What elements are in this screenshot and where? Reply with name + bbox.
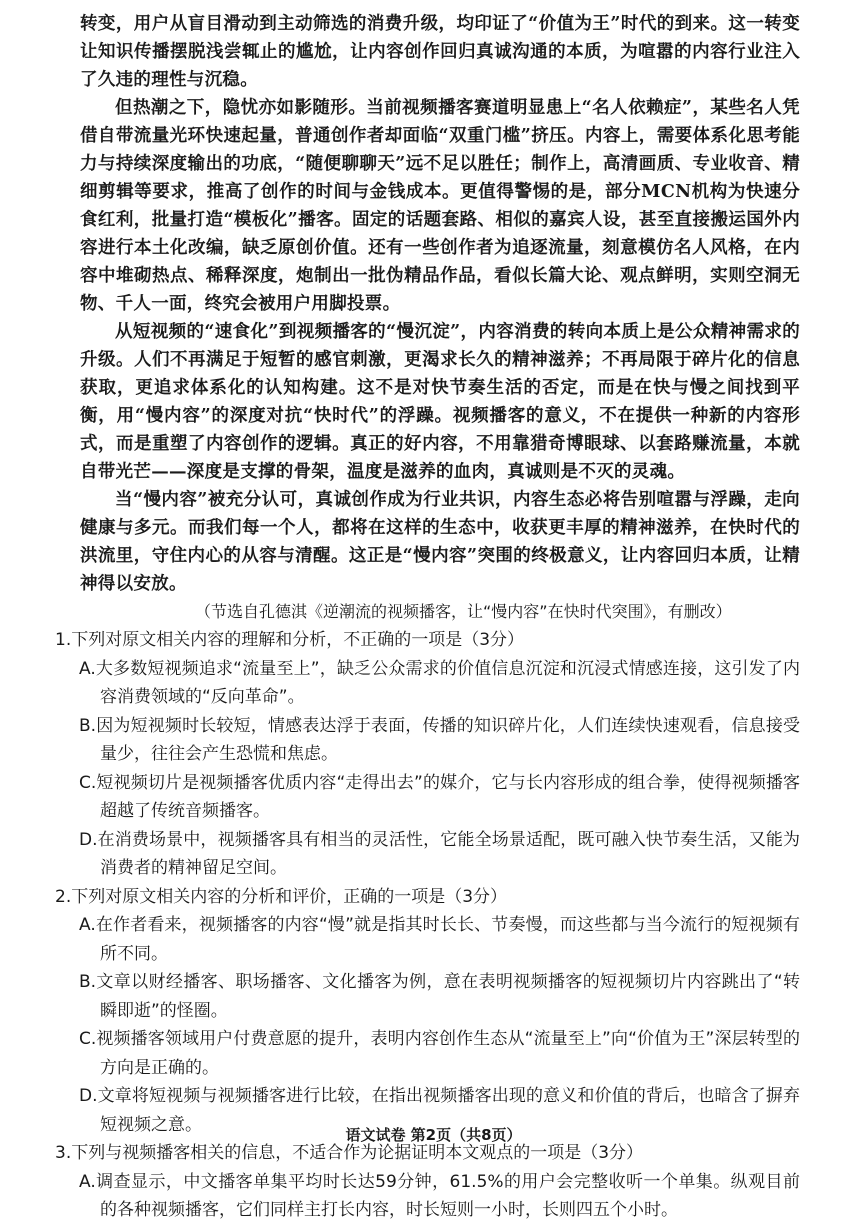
question-1 xyxy=(55,626,800,883)
passage-paragraph: 但热潮之下，隐忧亦如影随形。当前视频播客赛道明显患上“名人依赖症”，某些名人凭借自带流量光环快速起量，普通创作者却面临“双重门槛”挤压。内容上，需要体系化思考能力与持续深度输出的功底，“随便聊聊天”远不足以胜任；制作上，高清画质、专业收音、精细剪辑等要求，推高了创作的时间与金钱成本。更值得警惕的是，部分MCN机构为快速分食红利，批量打造“模板化”播客。固定的话题套路、相似的嘉宾人设，甚至直接搬运国外内容进行本土化改编，缺乏原创价值。还有一些创作者为追逐流量，刻意模仿名人风格，在内容中堆砌热点、稀释深度，炮制出一批伪精品作品，看似长篇大论、观点鲜明，实则空洞无物、千人一面，终究会被用户用脚投票。 xyxy=(80,98,800,314)
option-c: C.短视频切片是视频播客优质内容“走得出去”的媒介，它与长内容形成的组合拳，使得视频播客超越了传统音频播客。 xyxy=(79,772,800,821)
option-d: D.在消费场景中，视频播客具有相当的灵活性，它能全场景适配，既可融入快节奏生活，又能为消费者的精神留足空间。 xyxy=(79,829,800,878)
question-stem: 3.下列与视频播客相关的信息，不适合作为论据证明本文观点的一项是（3分） xyxy=(55,1143,644,1163)
option-a: A.在作者看来，视频播客的内容“慢”就是指其时长长、节奏慢，而这些都与当今流行的短视频有所不同。 xyxy=(79,915,800,964)
option-b: B.因为短视频时长较短，情感表达浮于表面，传播的知识碎片化，人们连续快速观看，信息接受量少，往往会产生恐慌和焦虑。 xyxy=(79,715,800,764)
question-stem: 2.下列对原文相关内容的分析和评价，正确的一项是（3分） xyxy=(55,886,508,907)
page-footer: 语文试卷 第2页（共8页） xyxy=(345,1126,522,1144)
option-b: B.文章以财经播客、职场播客、文化播客为例，意在表明视频播客的短视频切片内容跳出了“转瞬即逝”的怪圈。 xyxy=(79,972,800,1021)
option-d: D.文章将短视频与视频播客进行比较，在指出视频播客出现的意义和价值的背后，也暗含了摒弃短视频之意。 xyxy=(79,1086,800,1135)
passage-source: （节选自孔德淇《逆潮流的视频播客，让“慢内容”在快时代突围》，有删改） xyxy=(195,602,732,621)
option-c: C.视频播客领域用户付费意愿的提升，表明内容创作生态从“流量至上”向“价值为王”深层转型的方向是正确的。 xyxy=(79,1029,800,1078)
question-2 xyxy=(55,883,800,1140)
exam-page xyxy=(55,10,800,1225)
question-stem: 1.下列对原文相关内容的理解和分析，不正确的一项是（3分） xyxy=(55,630,525,650)
option-a: A.调查显示，中文播客单集平均时长达59分钟，61.5%的用户会完整收听一个单集。纵观目前的各种视频播客，它们同样主打长内容，时长短则一小时，长则四五个小时。 xyxy=(79,1171,800,1220)
passage-paragraph: 从短视频的“速食化”到视频播客的“慢沉淀”，内容消费的转向本质上是公众精神需求的升级。人们不再满足于短暂的感官刺激，更渴求长久的精神滋养；不再局限于碎片化的信息获取，更追求体系化的认知构建。这不是对快节奏生活的否定，而是在快与慢之间找到平衡，用“慢内容”的深度对抗“快时代”的浮躁。视频播客的意义，不在提供一种新的内容形式，而是重塑了内容创作的逻辑。真正的好内容，不用靠猎奇博眼球、以套路赚流量，本就自带光芒——深度是支撑的骨架，温度是滋养的血肉，真诚则是不灭的灵魂。 xyxy=(80,322,800,482)
option-a: A.大多数短视频追求“流量至上”，缺乏公众需求的价值信息沉淀和沉浸式情感连接，这引发了内容消费领域的“反向革命”。 xyxy=(79,658,800,707)
passage-paragraph: 转变，用户从盲目滑动到主动筛选的消费升级，均印证了“价值为王”时代的到来。这一转变让知识传播摆脱浅尝辄止的尴尬，让内容创作回归真诚沟通的本质，为喧嚣的内容行业注入了久违的理性与沉稳。 xyxy=(80,14,800,90)
passage-paragraph: 当“慢内容”被充分认可，真诚创作成为行业共识，内容生态必将告别喧嚣与浮躁，走向健康与多元。而我们每一个人，都将在这样的生态中，收获更丰厚的精神滋养，在快时代的洪流里，守住内心的从容与清醒。这正是“慢内容”突围的终极意义，让内容回归本质，让精神得以安放。 xyxy=(80,490,800,594)
question-3 xyxy=(55,1139,800,1225)
